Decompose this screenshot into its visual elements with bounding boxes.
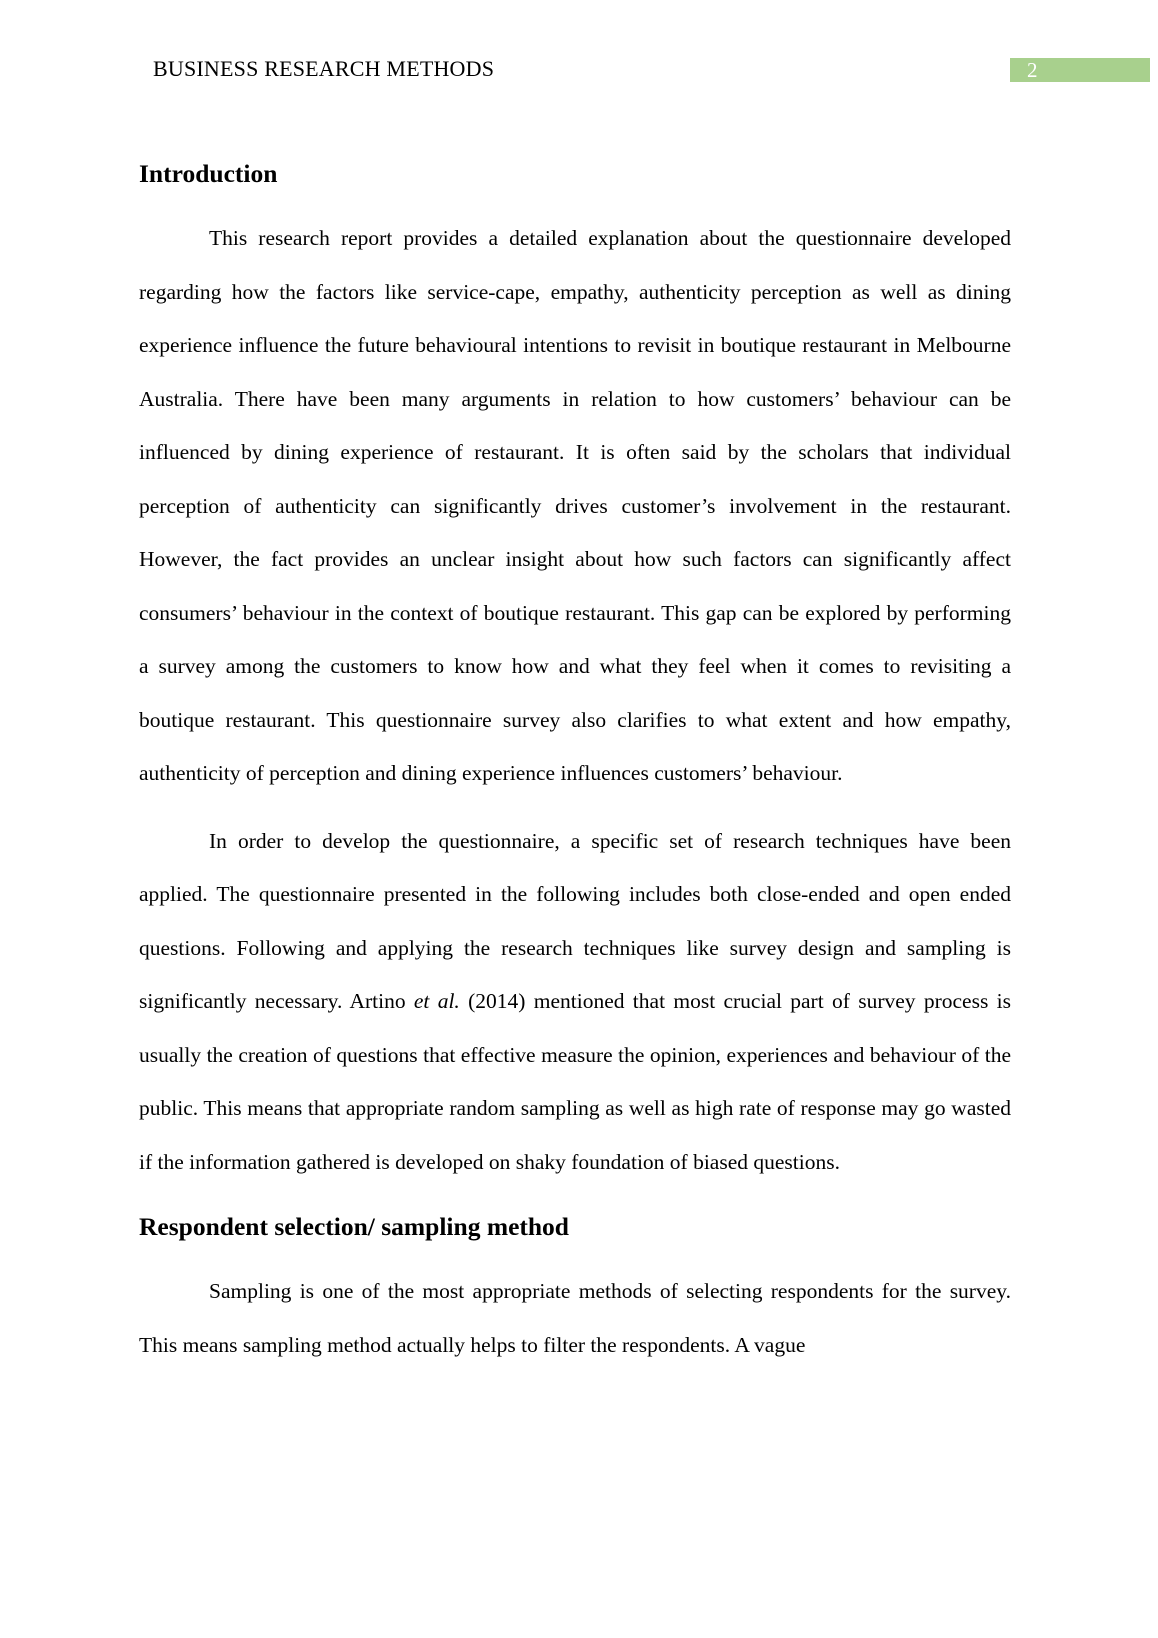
citation-et-al: et al. bbox=[413, 989, 460, 1013]
introduction-paragraph-1: This research report provides a detailed explanation about the questionnaire developed regarding how the factors like service-cape, empathy, authenticity perception as well as dining experience influence the future behavioural intentions to revisit in boutique restaurant in Melbourne Australia. There have been many arguments in relation to how customers’ behaviour can be influenced by dining experience of restaurant. It is often said by the scholars that individual perception of authenticity can significantly drives customer’s involvement in the restaurant. However, the fact provides an unclear insight about how such factors can significantly affect consumers’ behaviour in the context of boutique restaurant. This gap can be explored by performing a survey among the customers to know how and what they feel when it comes to revisiting a boutique restaurant. This questionnaire survey also clarifies to what extent and how empathy, authenticity of perception and dining experience influences customers’ behaviour. bbox=[139, 226, 1011, 785]
sampling-method-paragraph-1: Sampling is one of the most appropriate methods of selecting respondents for the survey. This means sampling method actually helps to filter the respondents. A vague bbox=[139, 1279, 1011, 1357]
sampling-method-heading: Respondent selection/ sampling method bbox=[139, 1212, 569, 1241]
document-body bbox=[139, 158, 1011, 1372]
introduction-paragraph-2 bbox=[139, 815, 1011, 1190]
paragraph-text: In order to develop the questionnaire, a specific set of research techniques have been applied. The questionnaire presented in the following includes both close-ended and open ended questions. Following and applying the research techniques like survey design and sampling is significantly necessary. Artino bbox=[139, 828, 1011, 1013]
sampling-method-section bbox=[139, 1211, 1011, 1372]
paragraph-text-continued: (2014) mentioned that most crucial part of survey process is usually the creation of questions that effective measure the opinion, experiences and behaviour of the public. This means that appropriate random sampling as well as high rate of response may go wasted if the information gathered is developed on shaky foundation of biased questions. bbox=[139, 989, 1011, 1174]
page-number: 2 bbox=[1010, 58, 1150, 82]
header-title: BUSINESS RESEARCH METHODS bbox=[153, 56, 495, 81]
introduction-section bbox=[139, 158, 1011, 1189]
introduction-heading: Introduction bbox=[139, 159, 278, 188]
